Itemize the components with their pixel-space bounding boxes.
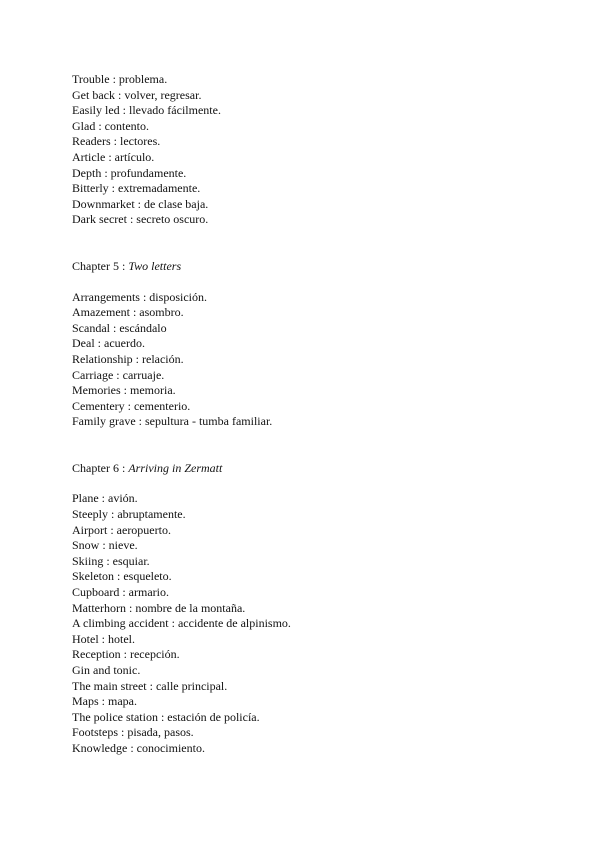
vocab-entry: Matterhorn : nombre de la montaña. (72, 600, 246, 615)
vocab-entry: Snow : nieve. (72, 538, 138, 553)
chapter-6-heading (72, 461, 552, 477)
vocab-entry: A climbing accident : accidente de alpinismo. (72, 616, 291, 631)
vocab-entry: Get back : volver, regresar. (72, 87, 202, 102)
vocab-list-block1 (72, 72, 552, 228)
vocab-entry: Easily led : llevado fácilmente. (72, 103, 221, 118)
vocab-entry: The police station : estación de policía. (72, 709, 260, 724)
vocab-entry: Dark secret : secreto oscuro. (72, 212, 209, 227)
vocab-entry: Bitterly : extremadamente. (72, 181, 201, 196)
vocab-entry: Footsteps : pisada, pasos. (72, 725, 194, 740)
vocab-entry: Gin and tonic. (72, 663, 141, 677)
vocab-entry: Skiing : esquiar. (72, 553, 150, 568)
document-page (72, 72, 552, 757)
vocab-entry: Steeply : abruptamente. (72, 507, 186, 522)
vocab-entry: Cupboard : armario. (72, 585, 169, 600)
vocab-entry: Trouble : problema. (72, 72, 168, 86)
vocab-entry: Arrangements : disposición. (72, 289, 207, 304)
vocab-entry: Glad : contento. (72, 118, 149, 133)
vocab-entry: Reception : recepción. (72, 647, 180, 662)
vocab-entry: Article : artículo. (72, 149, 155, 164)
vocab-entry: Maps : mapa. (72, 694, 137, 709)
vocab-entry: Scandal : escándalo (72, 320, 167, 335)
vocab-entry: Memories : memoria. (72, 383, 176, 398)
vocab-entry: Deal : acuerdo. (72, 336, 145, 351)
vocab-entry: Plane : avión. (72, 491, 138, 506)
vocab-entry: Knowledge : conocimiento. (72, 740, 205, 755)
chapter-5-heading (72, 259, 552, 275)
vocab-entry: Hotel : hotel. (72, 631, 135, 646)
vocab-entry: Cementery : cementerio. (72, 398, 191, 413)
vocab-list-chapter-5 (72, 290, 552, 430)
vocab-entry: Downmarket : de clase baja. (72, 196, 209, 211)
vocab-entry: Family grave : sepultura - tumba familiar. (72, 414, 273, 429)
chapter-5-prefix: Chapter 5 : (72, 258, 129, 273)
vocab-entry: Skeleton : esqueleto. (72, 569, 172, 584)
vocab-list-chapter-6 (72, 491, 552, 756)
vocab-entry: The main street : calle principal. (72, 678, 228, 693)
vocab-entry: Airport : aeropuerto. (72, 522, 171, 537)
vocab-entry: Readers : lectores. (72, 134, 161, 149)
vocab-entry: Relationship : relación. (72, 351, 184, 366)
vocab-entry: Carriage : carruaje. (72, 367, 165, 382)
chapter-6-prefix: Chapter 6 : (72, 460, 129, 475)
chapter-6-title: Arriving in Zermatt (128, 460, 223, 475)
vocab-entry: Amazement : asombro. (72, 305, 184, 320)
vocab-entry: Depth : profundamente. (72, 165, 187, 180)
chapter-5-title: Two letters (128, 258, 182, 273)
